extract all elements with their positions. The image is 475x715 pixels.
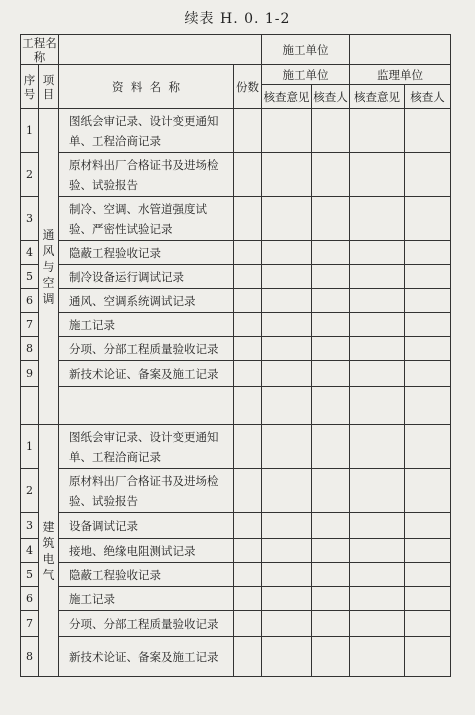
supervisor-opinion-cell[interactable] xyxy=(350,313,405,337)
copies-cell[interactable] xyxy=(234,587,262,611)
row-number: 1 xyxy=(21,425,39,469)
supervisor-opinion-cell[interactable] xyxy=(350,611,405,637)
contractor-checker-cell[interactable] xyxy=(312,197,350,241)
header-documents: 资 料 名 称 xyxy=(59,65,234,109)
contractor-checker-cell[interactable] xyxy=(312,361,350,387)
row-number: 6 xyxy=(21,289,39,313)
supervisor-checker-cell[interactable] xyxy=(405,513,451,539)
contractor-opinion-cell[interactable] xyxy=(262,563,312,587)
row-number: 6 xyxy=(21,587,39,611)
contractor-checker-cell[interactable] xyxy=(312,563,350,587)
copies-cell[interactable] xyxy=(234,611,262,637)
row-number: 8 xyxy=(21,337,39,361)
document-name: 原材料出厂合格证书及进场检验、试验报告 xyxy=(59,469,234,513)
contractor-opinion-cell[interactable] xyxy=(262,265,312,289)
table-row xyxy=(21,387,451,425)
supervisor-checker-cell[interactable] xyxy=(405,469,451,513)
header-category: 项目 xyxy=(39,65,59,109)
supervisor-opinion-cell[interactable] xyxy=(350,469,405,513)
supervisor-opinion-cell[interactable] xyxy=(350,425,405,469)
project-name-value[interactable] xyxy=(59,35,262,65)
table-row xyxy=(21,539,451,563)
table-row xyxy=(21,513,451,539)
supervisor-checker-cell[interactable] xyxy=(405,563,451,587)
supervisor-checker-cell[interactable] xyxy=(405,265,451,289)
table-row xyxy=(21,563,451,587)
row-number: 5 xyxy=(21,265,39,289)
copies-cell[interactable] xyxy=(234,513,262,539)
supervisor-opinion-cell[interactable] xyxy=(350,361,405,387)
supervisor-opinion-cell[interactable] xyxy=(350,265,405,289)
copies-cell[interactable] xyxy=(234,563,262,587)
supervisor-opinion-cell[interactable] xyxy=(350,109,405,153)
row-number: 1 xyxy=(21,109,39,153)
document-name: 设备调试记录 xyxy=(59,513,234,539)
supervisor-opinion-cell[interactable] xyxy=(350,563,405,587)
contractor-checker-cell[interactable] xyxy=(312,289,350,313)
row-number: 4 xyxy=(21,241,39,265)
copies-cell[interactable] xyxy=(234,337,262,361)
contractor-opinion-cell[interactable] xyxy=(262,637,312,677)
supervisor-opinion-cell[interactable] xyxy=(350,289,405,313)
contractor-opinion-cell[interactable] xyxy=(262,539,312,563)
category-char: 空 xyxy=(42,275,55,290)
table-row xyxy=(21,587,451,611)
row-number: 3 xyxy=(21,513,39,539)
document-name: 接地、绝缘电阻测试记录 xyxy=(59,539,234,563)
category-cell xyxy=(39,425,59,677)
header-contractor-opinion: 核查意见 xyxy=(262,85,312,109)
document-name: 图纸会审记录、设计变更通知单、工程洽商记录 xyxy=(59,425,234,469)
contractor-checker-cell[interactable] xyxy=(312,611,350,637)
row-number: 3 xyxy=(21,197,39,241)
category-char: 气 xyxy=(42,567,55,582)
document-name: 分项、分部工程质量验收记录 xyxy=(59,337,234,361)
row-number xyxy=(21,387,39,425)
header-contractor-checker: 核查人 xyxy=(312,85,350,109)
document-name: 原材料出厂合格证书及进场检验、试验报告 xyxy=(59,153,234,197)
copies-cell[interactable] xyxy=(234,289,262,313)
contractor-checker-cell[interactable] xyxy=(312,425,350,469)
header-supervisor-opinion: 核查意见 xyxy=(350,85,405,109)
contractor-opinion-cell[interactable] xyxy=(262,513,312,539)
document-checklist-table xyxy=(20,34,451,677)
supervisor-checker-cell[interactable] xyxy=(405,361,451,387)
header-supervisor: 监理单位 xyxy=(350,65,451,85)
table-row xyxy=(21,425,451,469)
header-copies: 份数 xyxy=(234,65,262,109)
contractor-checker-cell[interactable] xyxy=(312,265,350,289)
contractor-checker-cell[interactable] xyxy=(312,587,350,611)
contractor-checker-cell[interactable] xyxy=(312,109,350,153)
supervisor-checker-cell[interactable] xyxy=(405,337,451,361)
document-name: 新技术论证、备案及施工记录 xyxy=(59,637,234,677)
document-name: 隐蔽工程验收记录 xyxy=(59,241,234,265)
document-name: 新技术论证、备案及施工记录 xyxy=(59,361,234,387)
table-row xyxy=(21,241,451,265)
supervisor-checker-cell[interactable] xyxy=(405,313,451,337)
supervisor-checker-cell[interactable] xyxy=(405,611,451,637)
contractor-opinion-cell[interactable] xyxy=(262,469,312,513)
category-char: 与 xyxy=(42,259,55,274)
contractor-opinion-cell[interactable] xyxy=(262,587,312,611)
contractor-opinion-cell[interactable] xyxy=(262,337,312,361)
table-row xyxy=(21,611,451,637)
table-row xyxy=(21,313,451,337)
row-number: 5 xyxy=(21,563,39,587)
supervisor-checker-cell[interactable] xyxy=(405,637,451,677)
table-row xyxy=(21,265,451,289)
table-row xyxy=(21,289,451,313)
supervisor-checker-cell[interactable] xyxy=(405,587,451,611)
supervisor-checker-cell[interactable] xyxy=(405,289,451,313)
contractor-checker-cell[interactable] xyxy=(312,387,350,425)
supervisor-opinion-cell[interactable] xyxy=(350,387,405,425)
row-number: 7 xyxy=(21,313,39,337)
copies-cell[interactable] xyxy=(234,425,262,469)
document-name: 隐蔽工程验收记录 xyxy=(59,563,234,587)
row-number: 8 xyxy=(21,637,39,677)
category-char: 筑 xyxy=(42,535,55,550)
document-name: 通风、空调系统调试记录 xyxy=(59,289,234,313)
supervisor-opinion-cell[interactable] xyxy=(350,513,405,539)
project-row xyxy=(21,35,451,65)
contractor-checker-cell[interactable] xyxy=(312,513,350,539)
supervisor-checker-cell[interactable] xyxy=(405,425,451,469)
supervisor-checker-cell[interactable] xyxy=(405,387,451,425)
table-row xyxy=(21,109,451,153)
copies-cell[interactable] xyxy=(234,387,262,425)
document-name xyxy=(59,387,234,425)
contractor-opinion-cell[interactable] xyxy=(262,197,312,241)
supervisor-opinion-cell[interactable] xyxy=(350,241,405,265)
copies-cell[interactable] xyxy=(234,153,262,197)
header-no: 序号 xyxy=(21,65,39,109)
contractor-opinion-cell[interactable] xyxy=(262,361,312,387)
supervisor-opinion-cell[interactable] xyxy=(350,587,405,611)
construction-unit-value[interactable] xyxy=(350,35,451,65)
contractor-opinion-cell[interactable] xyxy=(262,109,312,153)
table-row xyxy=(21,637,451,677)
supervisor-opinion-cell[interactable] xyxy=(350,337,405,361)
document-name: 分项、分部工程质量验收记录 xyxy=(59,611,234,637)
copies-cell[interactable] xyxy=(234,265,262,289)
contractor-checker-cell[interactable] xyxy=(312,241,350,265)
category-char: 电 xyxy=(42,551,55,566)
supervisor-opinion-cell[interactable] xyxy=(350,153,405,197)
document-name: 图纸会审记录、设计变更通知单、工程洽商记录 xyxy=(59,109,234,153)
supervisor-checker-cell[interactable] xyxy=(405,197,451,241)
category-char: 调 xyxy=(42,291,55,306)
table-row xyxy=(21,469,451,513)
table-row xyxy=(21,361,451,387)
category-char: 通 xyxy=(42,227,55,242)
copies-cell[interactable] xyxy=(234,469,262,513)
copies-cell[interactable] xyxy=(234,197,262,241)
category-char: 风 xyxy=(42,243,55,258)
contractor-checker-cell[interactable] xyxy=(312,337,350,361)
supervisor-checker-cell[interactable] xyxy=(405,241,451,265)
table-row xyxy=(21,337,451,361)
contractor-opinion-cell[interactable] xyxy=(262,425,312,469)
contractor-opinion-cell[interactable] xyxy=(262,611,312,637)
document-name: 施工记录 xyxy=(59,313,234,337)
copies-cell[interactable] xyxy=(234,637,262,677)
category-cell xyxy=(39,109,59,425)
contractor-opinion-cell[interactable] xyxy=(262,387,312,425)
row-number: 2 xyxy=(21,469,39,513)
header-contractor: 施工单位 xyxy=(262,65,350,85)
contractor-checker-cell[interactable] xyxy=(312,153,350,197)
supervisor-opinion-cell[interactable] xyxy=(350,539,405,563)
construction-unit-label: 施工单位 xyxy=(262,35,350,65)
supervisor-checker-cell[interactable] xyxy=(405,539,451,563)
document-name: 制冷、空调、水管道强度试验、严密性试验记录 xyxy=(59,197,234,241)
copies-cell[interactable] xyxy=(234,361,262,387)
copies-cell[interactable] xyxy=(234,313,262,337)
row-number: 2 xyxy=(21,153,39,197)
header-supervisor-checker: 核查人 xyxy=(405,85,451,109)
project-name-label: 工程名称 xyxy=(22,35,57,64)
supervisor-checker-cell[interactable] xyxy=(405,153,451,197)
copies-cell[interactable] xyxy=(234,241,262,265)
contractor-checker-cell[interactable] xyxy=(312,539,350,563)
category-char: 建 xyxy=(42,519,55,534)
row-number: 9 xyxy=(21,361,39,387)
row-number: 7 xyxy=(21,611,39,637)
supervisor-checker-cell[interactable] xyxy=(405,109,451,153)
row-number: 4 xyxy=(21,539,39,563)
copies-cell[interactable] xyxy=(234,539,262,563)
document-name: 施工记录 xyxy=(59,587,234,611)
document-name: 制冷设备运行调试记录 xyxy=(59,265,234,289)
contractor-opinion-cell[interactable] xyxy=(262,313,312,337)
table-row xyxy=(21,153,451,197)
table-title: 续表 H. 0. 1-2 xyxy=(184,11,291,27)
copies-cell[interactable] xyxy=(234,109,262,153)
table-row xyxy=(21,197,451,241)
supervisor-opinion-cell[interactable] xyxy=(350,197,405,241)
contractor-checker-cell[interactable] xyxy=(312,313,350,337)
contractor-opinion-cell[interactable] xyxy=(262,153,312,197)
supervisor-opinion-cell[interactable] xyxy=(350,637,405,677)
contractor-checker-cell[interactable] xyxy=(312,637,350,677)
header-row-1 xyxy=(21,65,451,85)
contractor-checker-cell[interactable] xyxy=(312,469,350,513)
contractor-opinion-cell[interactable] xyxy=(262,289,312,313)
contractor-opinion-cell[interactable] xyxy=(262,241,312,265)
